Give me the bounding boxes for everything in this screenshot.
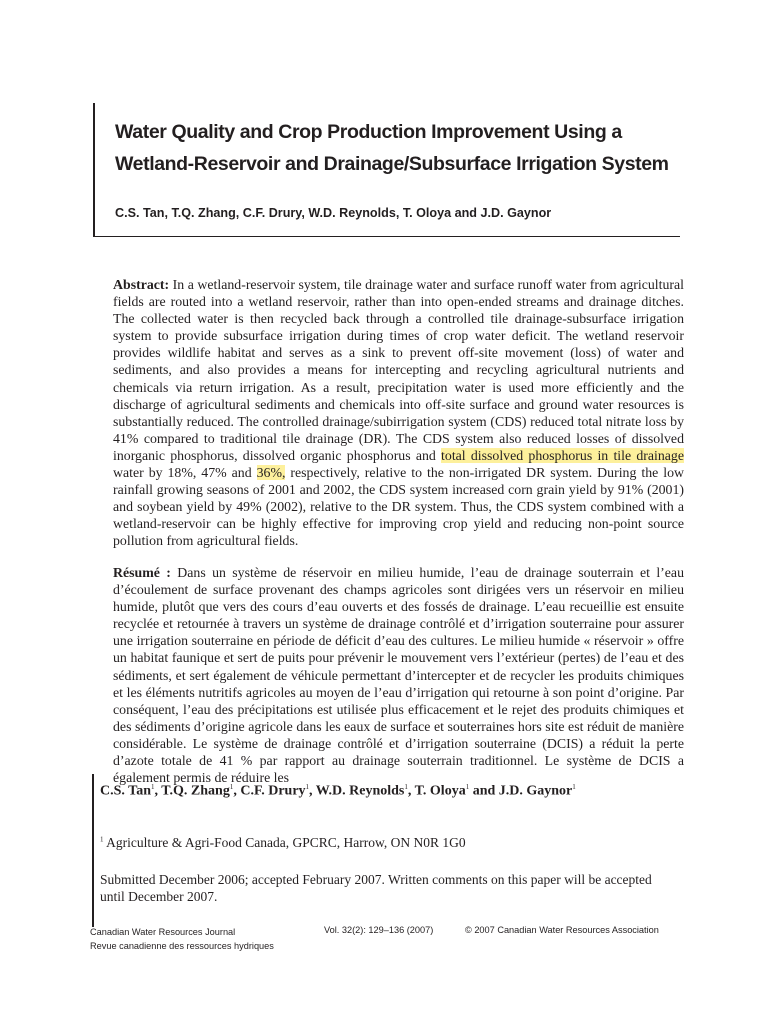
affiliation-authors bbox=[100, 783, 576, 800]
affiliation-author-name: W.D. Reynolds bbox=[315, 783, 405, 799]
abstract-text-2: water by 18%, 47% and bbox=[113, 465, 257, 481]
abstract-text-1: In a wetland-reservoir system, tile drainage water and surface runoff water from agricultural fields are routed into a wetland reservoir, rather than into open-ended streams and drainage ditches. The collected water is then recycled back through a controlled tile drainage-subsurface irrigation system to provide subsurface irrigation during times of crop water deficit. The wetland reservoir provides wildlife habitat and serves as a sink to prevent off-site movement (loss) of water and sediments, and also provides a means for intercepting and recycling agricultural nutrients and chemicals via return irrigation. As a result, precipitation water is used more efficiently and the discharge of agricultural sediments and chemicals into off-site surface and ground water resources is substantially reduced. The controlled drainage/subirrigation system (CDS) reduced total nitrate loss by 41% compared to traditional tile drainage (DR). The CDS system also reduced losses of dissolved inorganic phosphorus, dissolved organic phosphorus and bbox=[113, 277, 684, 463]
affiliation-rule bbox=[92, 774, 94, 927]
author-separator: , bbox=[407, 783, 415, 799]
author-separator: , bbox=[154, 783, 162, 799]
footer-journal-en: Canadian Water Resources Journal bbox=[90, 927, 236, 937]
affiliation-author-name: J.D. Gaynor bbox=[498, 783, 573, 799]
affiliation-author-name: T.Q. Zhang bbox=[161, 783, 230, 799]
affiliation-sup: 1 bbox=[100, 835, 104, 844]
abstract-text-3: respectively, relative to the non-irrigated DR system. During the low rainfall growing seasons of 2001 and 2002, the CDS system increased corn grain yield by 91% (2001) and soybean yield by 49% (2002), relative to the DR system. Thus, the CDS system combined with a wetland-reservoir can be highly effective for improving crop yield and reducing non-point source pollution from agricultural fields. bbox=[113, 465, 684, 549]
footer-copyright: © 2007 Canadian Water Resources Association bbox=[465, 925, 659, 935]
author-list: C.S. Tan, T.Q. Zhang, C.F. Drury, W.D. Reynolds, T. Oloya and J.D. Gaynor bbox=[115, 206, 552, 220]
highlight-phosphorus: total dissolved phosphorus in tile drainage bbox=[441, 447, 685, 463]
affiliation bbox=[100, 835, 466, 851]
submission-note: Submitted December 2006; accepted February 2007. Written comments on this paper will be accepted until December 2007. bbox=[100, 872, 652, 904]
footer-volume: Vol. 32(2): 129–136 (2007) bbox=[324, 925, 434, 935]
affiliation-author-sup: 1 bbox=[150, 783, 155, 791]
affiliation-author-sup: 1 bbox=[229, 783, 234, 791]
resume-text: Dans un système de réservoir en milieu humide, l’eau de drainage souterrain et l’eau d’écoulement de surface provenant des champs agricoles sont dirigées vers un réservoir en milieu humide, plutôt que vers des cours d’eau ouverts et des fossés de drainage. L’eau recueillie est ensuite recyclée et retournée à travers un système de drainage contrôlé et d’irrigation souterraine pour assurer une irrigation souterraine en période de déficit d’eau des cultures. Le milieu humide « réservoir » offre un habitat faunique et sert de puits pour prévenir le mouvement vers l’extérieur (pertes) de l’eau et des sédiments, et sert également de véhicule permettant d’intercepter et de recycler les produits chimiques et les éléments nutritifs agricoles au moyen de l’eau d’irrigation qui retourne à son point d’origine. Par conséquent, l’eau des précipitations est utilisée plus efficacement et le rejet des produits chimiques et des sédiments d’origine agricole dans les eaux de surface et souterraines hors site est réduit de manière considérable. Le système de drainage contrôlé et d’irrigation souterraine (DCIS) a réduit la perte d’azote totale de 41 % par rapport au drainage souterrain traditionnel. Le système de DCIS a également permis de réduire les bbox=[113, 565, 684, 786]
footer-journal bbox=[90, 925, 274, 953]
affiliation-author-name: C.S. Tan bbox=[100, 783, 151, 799]
affiliation-author-name: T. Oloya bbox=[414, 783, 466, 799]
abstract-label: Abstract: bbox=[113, 277, 170, 292]
paper-title: Water Quality and Crop Production Improvement Using a Wetland-Reservoir and Drainage/Subsurface Irrigation System bbox=[115, 121, 669, 175]
resume bbox=[113, 564, 684, 786]
highlight-percent: 36%, bbox=[256, 465, 286, 481]
author-separator: , bbox=[309, 783, 316, 799]
footer-journal-fr: Revue canadienne des ressources hydriques bbox=[90, 941, 274, 951]
abstract bbox=[113, 276, 684, 550]
affiliation-author-name: C.F. Drury bbox=[240, 783, 306, 799]
affiliation-author-sup: 1 bbox=[572, 783, 576, 791]
author-separator: and bbox=[469, 783, 499, 799]
affiliation-text: Agriculture & Agri-Food Canada, GPCRC, Harrow, ON N0R 1G0 bbox=[103, 835, 466, 850]
title-block bbox=[93, 103, 680, 237]
affiliation-author-sup: 1 bbox=[465, 783, 470, 791]
affiliation-author-sup: 1 bbox=[404, 783, 408, 791]
resume-label: Résumé : bbox=[113, 565, 171, 580]
author-separator: , bbox=[233, 783, 241, 799]
affiliation-author-sup: 1 bbox=[305, 783, 310, 791]
